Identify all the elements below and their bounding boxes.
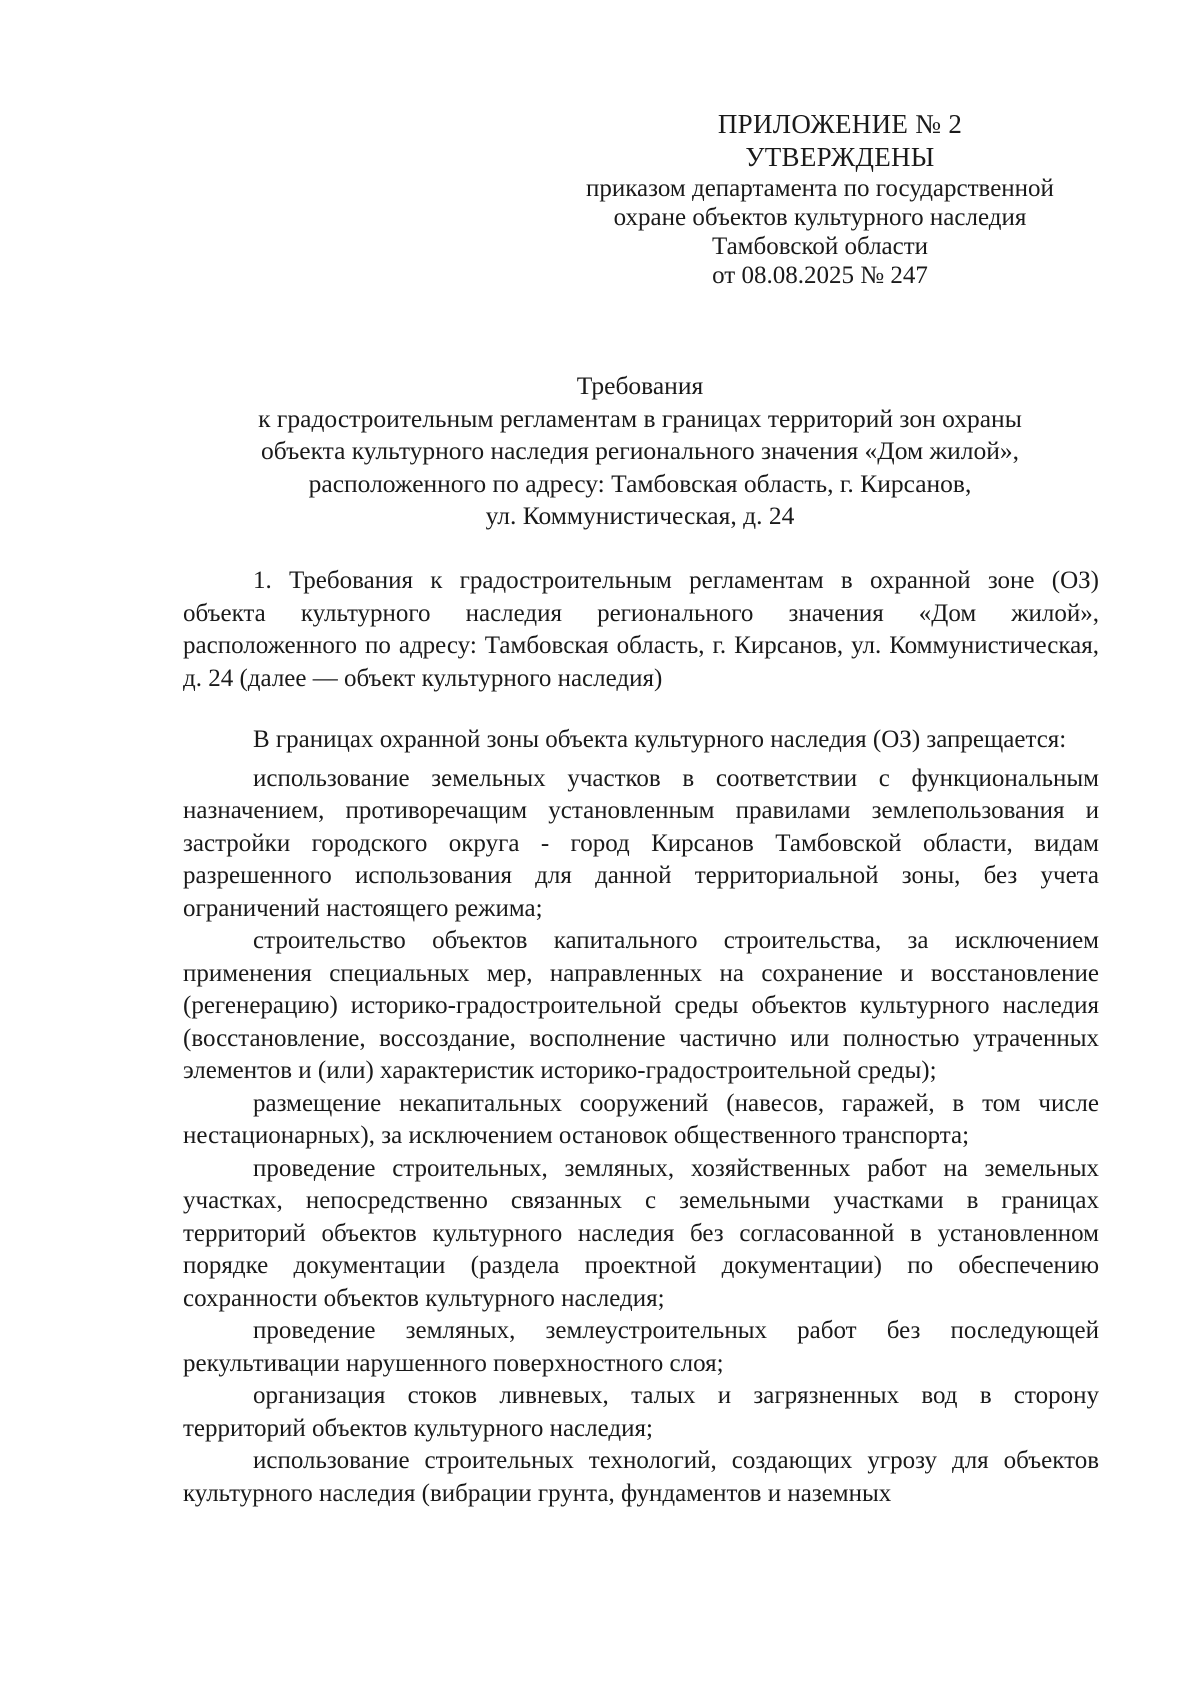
- title-heading: Требования: [576, 371, 704, 400]
- prohibition-item: использование строительных технологий, создающих угрозу для объектов культурного наследия (вибрации грунта, фундаментов и наземных: [183, 1447, 1099, 1507]
- appendix-number: ПРИЛОЖЕНИЕ № 2: [717, 109, 963, 139]
- document-title: [180, 370, 1100, 533]
- title-line: расположенного по адресу: Тамбовская область, г. Кирсанов,: [308, 468, 972, 498]
- approval-line: Тамбовской области: [711, 233, 929, 260]
- prohibition-intro: В границах охранной зоны объекта культурного наследия (ОЗ) запрещается:: [253, 726, 1067, 753]
- prohibition-item: организация стоков ливневых, талых и загрязненных вод в сторону территорий объектов культурного наследия;: [183, 1382, 1099, 1442]
- approval-line: охране объектов культурного наследия: [613, 204, 1027, 231]
- prohibition-item: использование земельных участков в соответствии с функциональным назначением, противоречащим установленным правилами землепользования и застройки городского округа - город Кирсанов Тамбовской области, видам разрешенного использования для данной территориальной зоны, без учета ограничений настоящего режима;: [183, 764, 1099, 922]
- approval-line: приказом департамента по государственной: [586, 175, 1054, 202]
- title-line: объекта культурного наследия регионального значения «Дом жилой»,: [260, 436, 1019, 465]
- approved-label: УТВЕРЖДЕНЫ: [745, 142, 935, 172]
- document-body: [183, 565, 1099, 1510]
- approval-stamp-block: [540, 108, 1100, 290]
- prohibition-item: проведение строительных, земляных, хозяйственных работ на земельных участках, непосредственно связанных с земельными участками в границах территорий объектов культурного наследия без согласованной в установленном порядке документации (раздела проектной документации) по обеспечению сохранности объектов культурного наследия;: [183, 1154, 1099, 1312]
- title-line: ул. Коммунистическая, д. 24: [485, 501, 795, 530]
- prohibition-item: строительство объектов капитального строительства, за исключением применения специальных мер, направленных на сохранение и восстановление (регенерацию) историко-градостроительной среды объектов культурного наследия (восстановление, воссоздание, восполнение частично или полностью утраченных элементов и (или) характеристик историко-градостроительной среды);: [183, 927, 1099, 1084]
- title-line: к градостроительным регламентам в границах территорий зон охраны: [258, 403, 1022, 433]
- prohibition-item: проведение земляных, землеустроительных работ без последующей рекультивации нарушенного поверхностного слоя;: [183, 1317, 1099, 1377]
- section-1-paragraph: 1. Требования к градостроительным регламентам в охранной зоне (ОЗ) объекта культурного наследия регионального значения «Дом жилой», расположенного по адресу: Тамбовская область, г. Кирсанов, ул. Коммунистическая, д. 24 (далее — объект культурного наследия): [183, 567, 1099, 692]
- prohibition-item: размещение некапитальных сооружений (навесов, гаражей, в том числе нестационарных), за исключением остановок общественного транспорта;: [183, 1089, 1099, 1149]
- approval-date-number: от 08.08.2025 № 247: [712, 262, 928, 289]
